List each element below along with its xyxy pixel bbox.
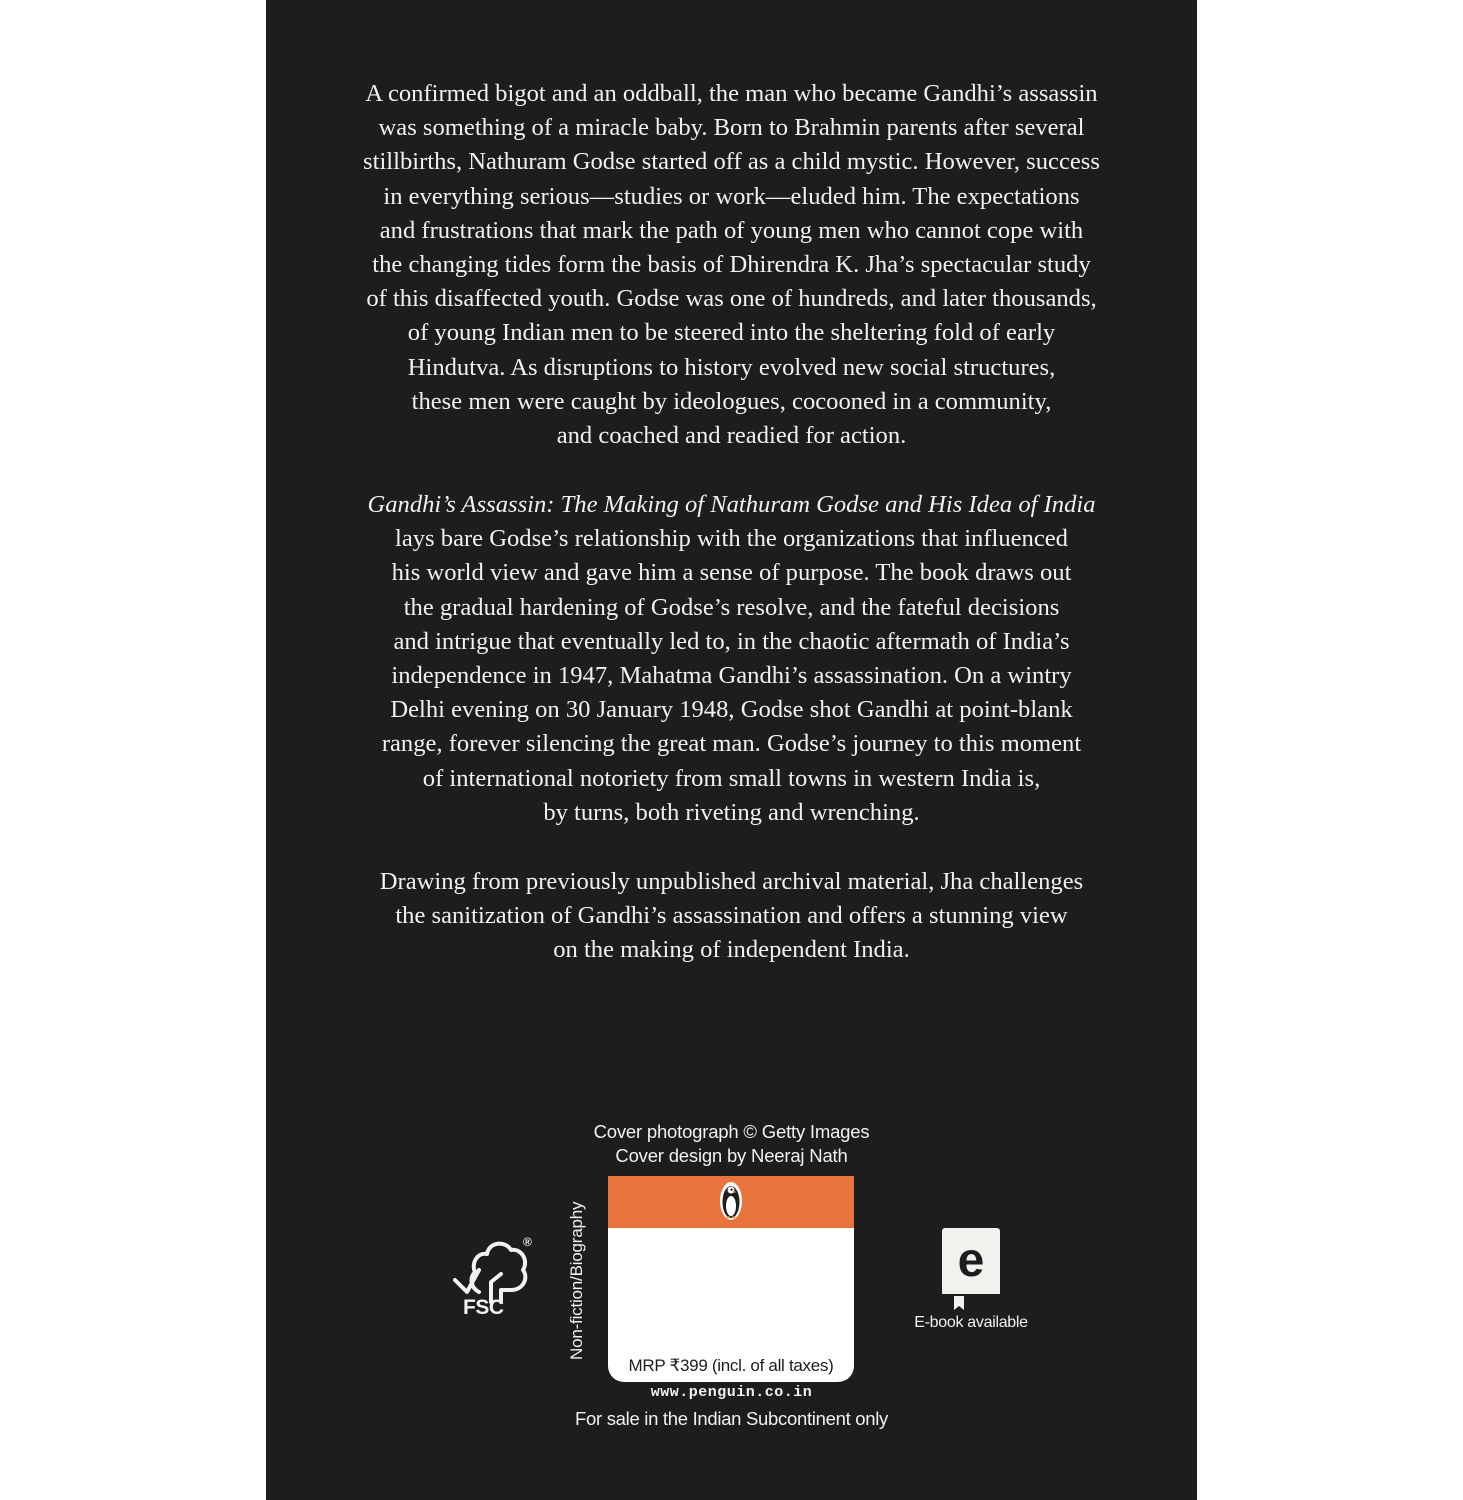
genre-label: Non-fiction/Biography	[567, 1201, 586, 1360]
blurb-line: these men were caught by ideologues, cocooned in a community,	[411, 387, 1052, 415]
blurb-paragraph-3	[326, 865, 1137, 968]
blurb-line: was something of a miracle baby. Born to Brahmin parents after several	[378, 114, 1085, 142]
ebook-icon	[940, 1226, 1002, 1312]
back-cover	[266, 0, 1197, 1500]
blurb-line: of this disaffected youth. Godse was one of hundreds, and later thousands,	[366, 285, 1097, 313]
blurb-line: his world view and gave him a sense of purpose. The book draws out	[391, 559, 1072, 587]
ebook-label: E-book available	[914, 1314, 1028, 1331]
blurb-line: A confirmed bigot and an oddball, the man who became Gandhi’s assassin	[365, 80, 1098, 107]
blurb-line: lays bare Godse’s relationship with the organizations that influenced	[395, 525, 1068, 553]
book-title: Gandhi’s Assassin: The Making of Nathuram Godse and His Idea of India	[367, 491, 1096, 518]
price-label: MRP ₹399 (incl. of all taxes)	[628, 1356, 834, 1375]
blurb-line: Hindutva. As disruptions to history evolved new social structures,	[407, 353, 1056, 381]
blurb-line: the changing tides form the basis of Dhirendra K. Jha’s spectacular study	[372, 251, 1091, 279]
website-url: www.penguin.co.in	[650, 1384, 813, 1401]
blurb-line: and coached and readied for action.	[556, 422, 907, 450]
penguin-logo-icon	[719, 1181, 743, 1221]
cover-credits	[266, 1120, 1197, 1167]
blurb-paragraph-1	[326, 77, 1137, 453]
blurb-line: and frustrations that mark the path of young men who cannot cope with	[379, 216, 1084, 244]
price-panel	[608, 1176, 854, 1382]
blurb-line: Drawing from previously unpublished archival material, Jha challenges	[379, 868, 1084, 895]
photo-credit: Cover photograph © Getty Images	[593, 1121, 870, 1142]
blurb-line: and intrigue that eventually led to, in the chaotic aftermath of India’s	[393, 627, 1070, 655]
blurb-line: by turns, both riveting and wrenching.	[543, 798, 920, 826]
blurb-line: stillbirths, Nathuram Godse started off as a child mystic. However, success	[363, 148, 1100, 176]
blurb-line: of international notoriety from small towns in western India is,	[422, 764, 1041, 792]
sale-region: For sale in the Indian Subcontinent only	[575, 1408, 888, 1429]
blurb-line: on the making of independent India.	[553, 936, 910, 964]
fsc-label: FSC	[463, 1296, 504, 1319]
blurb-line: independence in 1947, Mahatma Gandhi’s assassination. On a wintry	[391, 662, 1072, 690]
design-credit: Cover design by Neeraj Nath	[615, 1144, 848, 1166]
blurb-line: of young Indian men to be steered into the sheltering fold of early	[407, 319, 1056, 347]
fsc-registered-mark: ®	[523, 1235, 532, 1249]
orange-band	[608, 1176, 854, 1228]
blurb-line: the sanitization of Gandhi’s assassination and offers a stunning view	[395, 902, 1068, 930]
blurb-line: range, forever silencing the great man. Godse’s journey to this moment	[381, 730, 1082, 758]
ebook-letter: e	[957, 1234, 985, 1287]
blurb-line: in everything serious—studies or work—eluded him. The expectations	[383, 182, 1080, 210]
blurb-line: Delhi evening on 30 January 1948, Godse shot Gandhi at point-blank	[390, 696, 1073, 724]
blurb-paragraph-2	[326, 488, 1137, 830]
blurb-line: the gradual hardening of Godse’s resolve, and the fateful decisions	[403, 593, 1060, 621]
